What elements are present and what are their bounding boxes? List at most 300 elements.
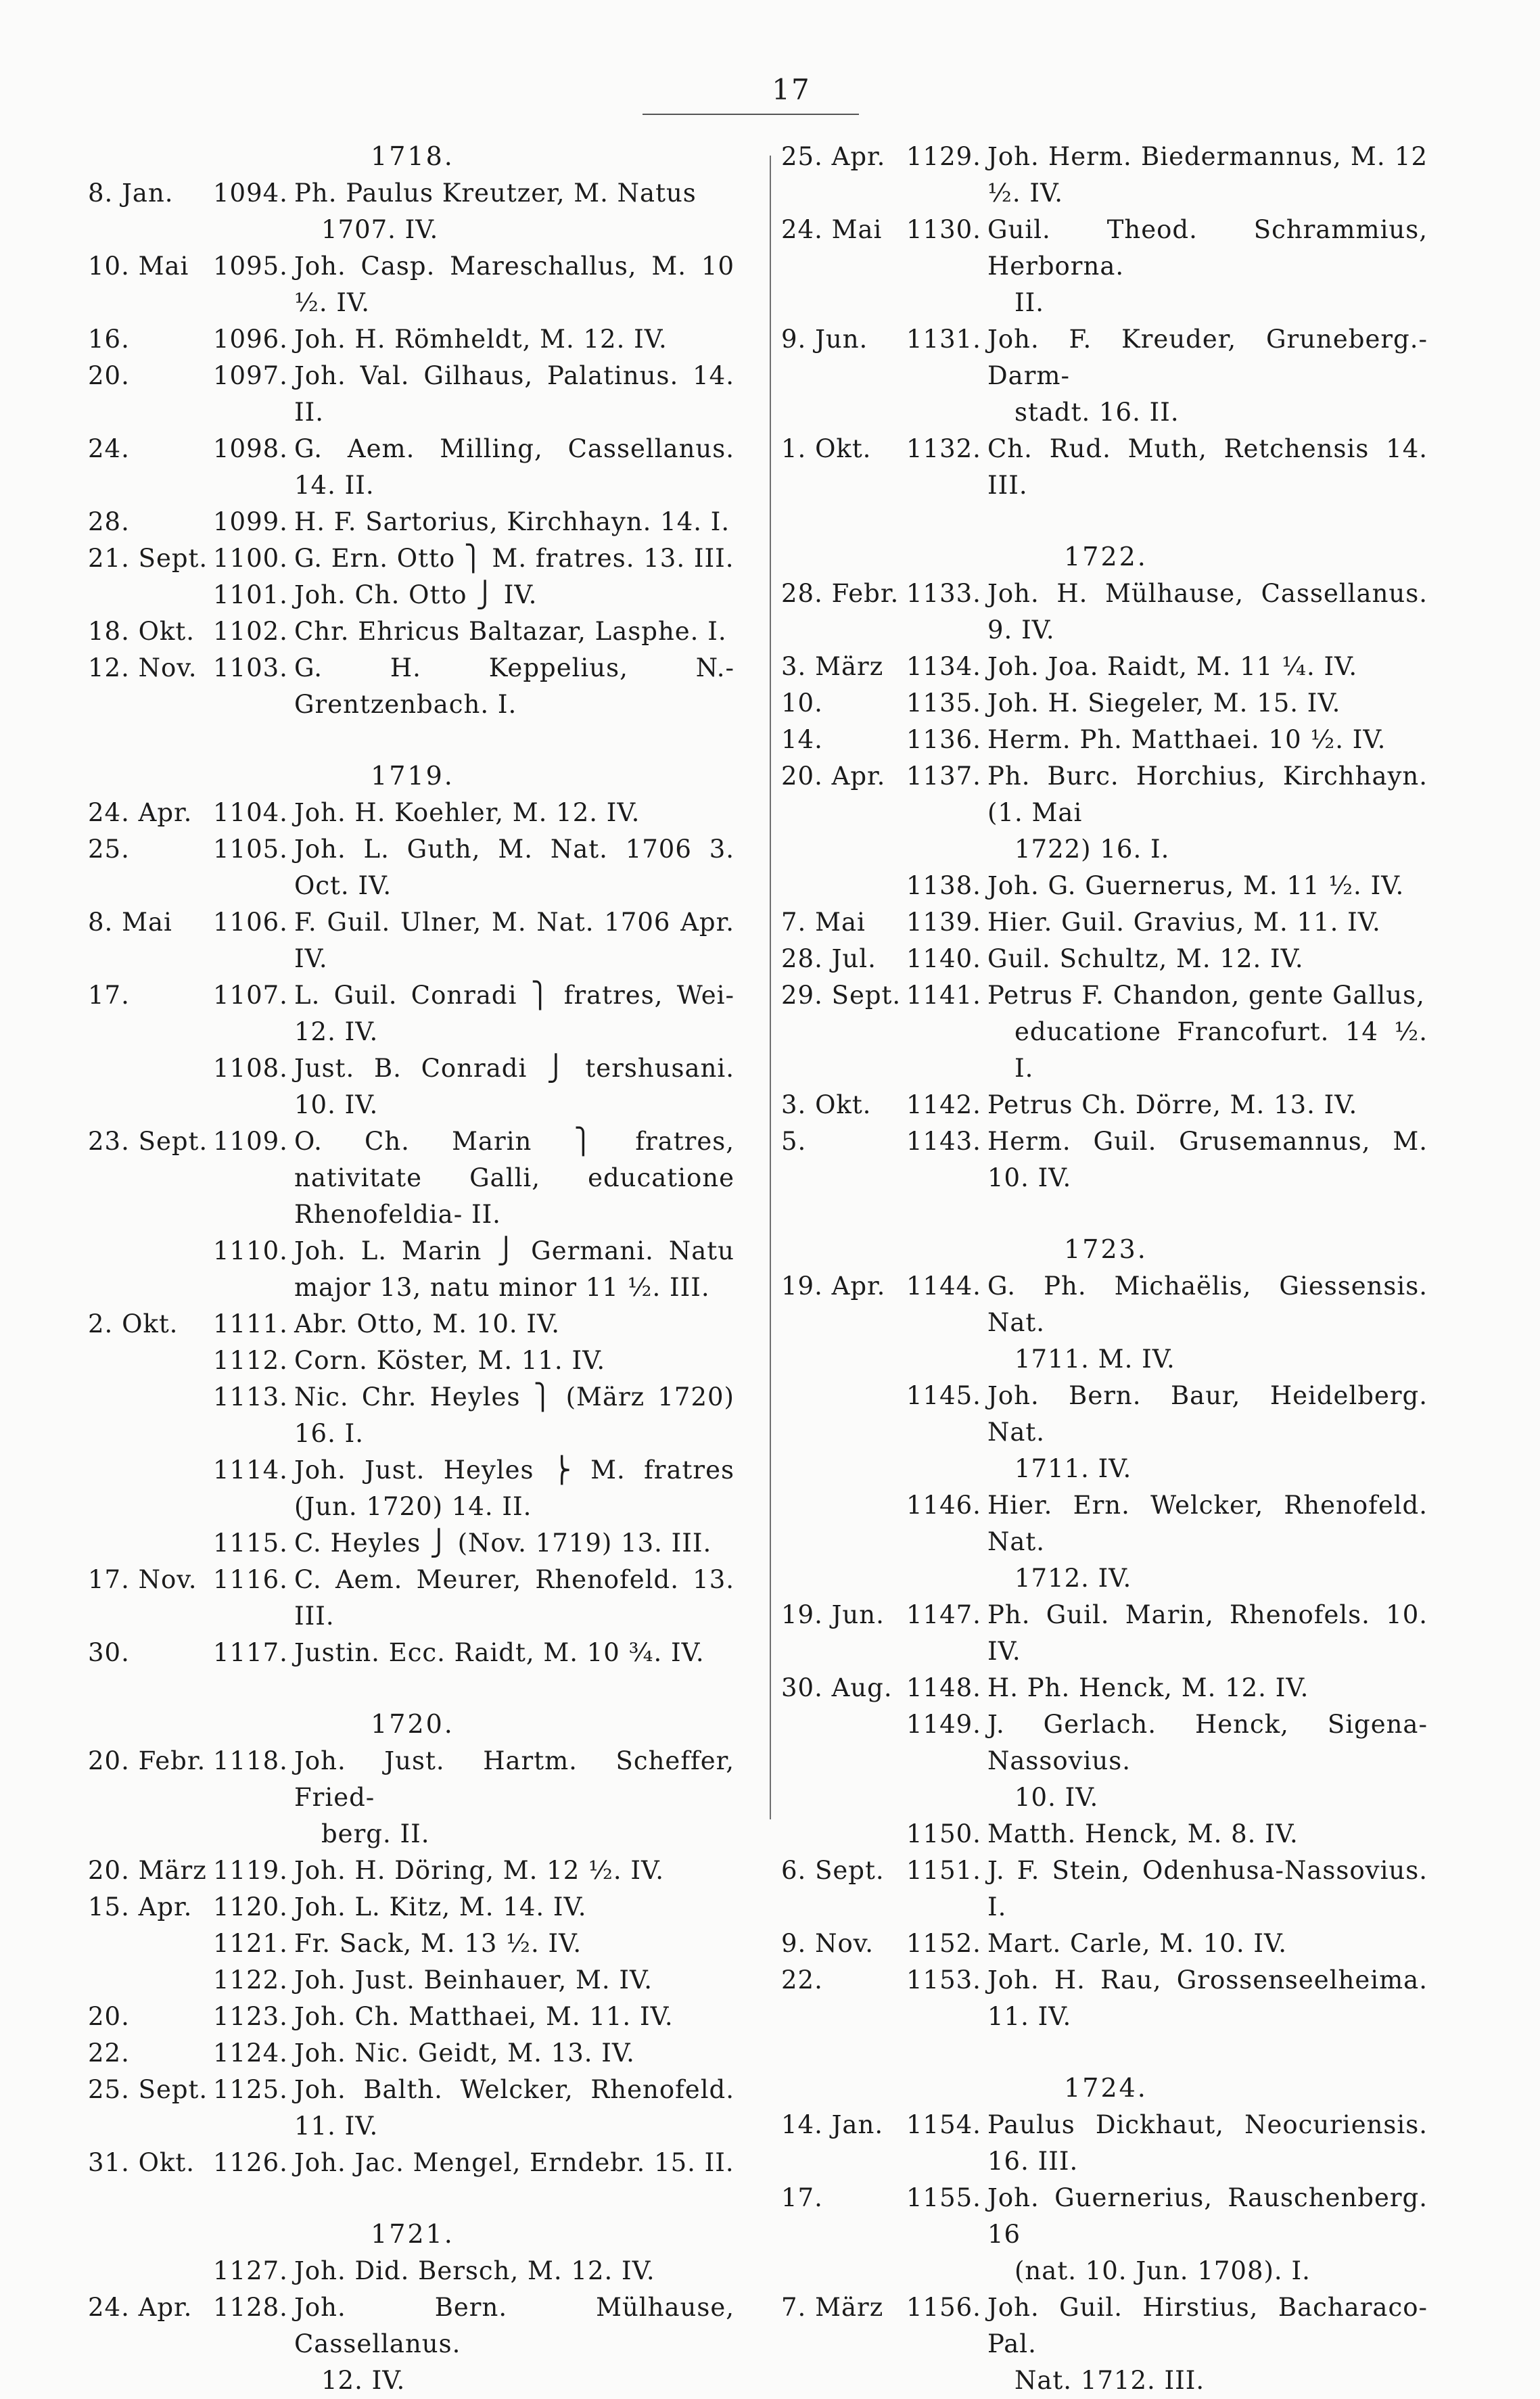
entry-date: 20.: [88, 361, 130, 390]
entry-main-line: Just. B. Conradi ⎭ tershusani. 10. IV.: [294, 1054, 734, 1119]
entry-date: 17.: [781, 2183, 823, 2212]
register-entry: [88, 2145, 737, 2181]
entry-number: 1099.: [213, 507, 288, 536]
entry-text: [294, 2289, 737, 2399]
entry-main-line: Herm. Guil. Grusemannus, M. 10. IV.: [987, 1127, 1428, 1192]
year-heading: 1723.: [1064, 1234, 1148, 1264]
entry-text: [987, 212, 1430, 321]
entry-main-line: Joh. L. Guth, M. Nat. 1706 3. Oct. IV.: [294, 835, 734, 900]
entry-text: [294, 1452, 737, 1525]
entry-number: 1130.: [906, 215, 981, 244]
entry-continuation: stadt. 16. II.: [1014, 398, 1180, 427]
entry-continuation: II.: [1014, 288, 1044, 317]
entry-number: 1148.: [906, 1673, 981, 1702]
entry-number: 1117.: [213, 1638, 288, 1667]
entry-text: [987, 1487, 1430, 1597]
entry-main-line: J. F. Stein, Odenhusa-Nassovius. I.: [987, 1856, 1428, 1921]
entry-date: 3. Okt.: [781, 1090, 872, 1119]
register-entry: [88, 1853, 737, 1889]
entry-text: [294, 831, 737, 904]
entry-date: [88, 1379, 213, 1452]
register-entry: [781, 431, 1430, 504]
entry-main-line: Joh. G. Guernerus, M. 11 ½. IV.: [987, 871, 1405, 900]
entry-text: [294, 321, 737, 358]
entry-main-line: Joh. F. Kreuder, Gruneberg.-Darm-: [987, 325, 1428, 390]
entry-main-line: Ph. Burc. Horchius, Kirchhayn. (1. Mai: [987, 762, 1428, 827]
entry-main-line: Corn. Köster, M. 11. IV.: [294, 1346, 606, 1375]
entry-date: [88, 1233, 213, 1306]
year-heading: 1722.: [1064, 542, 1148, 572]
entry-main-line: Chr. Ehricus Baltazar, Lasphe. I.: [294, 617, 727, 646]
entry-main-line: Joh. H. Rau, Grossenseelheima. 11. IV.: [987, 1965, 1428, 2031]
register-entry: [781, 1670, 1430, 1706]
entry-number: 1150.: [906, 1819, 981, 1848]
entry-number: 1096.: [213, 325, 288, 354]
entry-date: 22.: [781, 1965, 823, 1995]
register-entry: [88, 2035, 737, 2072]
entry-text: [294, 650, 737, 723]
entry-text: [294, 1999, 737, 2035]
entry-text: [294, 1525, 737, 1562]
entry-main-line: Joh. Just. Heyles ⎬ M. fratres (Jun. 1720) 14. II.: [294, 1455, 734, 1521]
entry-text: [987, 1597, 1430, 1670]
register-entry: [781, 1268, 1430, 1378]
entry-main-line: Joh. Casp. Mareschallus, M. 10 ½. IV.: [294, 252, 734, 317]
entry-number: 1137.: [906, 762, 981, 791]
register-entry: [781, 1123, 1430, 1196]
entry-continuation: 10. IV.: [1014, 1783, 1099, 1812]
entry-date: 5.: [781, 1127, 807, 1156]
entry-main-line: Fr. Sack, M. 13 ½. IV.: [294, 1929, 582, 1958]
entry-number: 1143.: [906, 1127, 981, 1156]
entry-main-line: Hier. Guil. Gravius, M. 11. IV.: [987, 908, 1381, 937]
entry-main-line: J. Gerlach. Henck, Sigena-Nassovius.: [987, 1710, 1428, 1775]
entry-continuation: 1722) 16. I.: [1014, 835, 1170, 864]
register-entry: [88, 1306, 737, 1343]
entry-main-line: Joh. L. Marin ⎭ Germani. Natu major 13, natu minor 11 ½. III.: [294, 1236, 734, 1302]
entry-number: 1127.: [213, 2256, 288, 2285]
entry-continuation: 1707. IV.: [321, 215, 439, 244]
entry-number: 1144.: [906, 1272, 981, 1301]
register-entry: [88, 1999, 737, 2035]
entry-text: [294, 977, 737, 1050]
entry-text: [294, 2072, 737, 2145]
year-heading: 1720.: [371, 1709, 454, 1739]
entry-number: 1145.: [906, 1381, 981, 1410]
entry-main-line: Guil. Theod. Schrammius, Herborna.: [987, 215, 1428, 281]
year-section: [88, 758, 737, 1671]
entry-main-line: Joh. Guernerius, Rauschenberg. 16: [987, 2183, 1428, 2249]
entry-main-line: L. Guil. Conradi ⎫ fratres, Wei- 12. IV.: [294, 981, 734, 1046]
entry-number: 1114.: [213, 1455, 288, 1485]
register-entry: [88, 1743, 737, 1853]
register-entry: [88, 1379, 737, 1452]
entry-date: 25.: [88, 835, 130, 864]
entry-text: [294, 613, 737, 650]
entry-date: 21. Sept.: [88, 544, 208, 573]
year-section: [781, 539, 1430, 1196]
entry-continuation: educatione Francofurt. 14 ½. I.: [1014, 1017, 1428, 1083]
entry-main-line: Hier. Ern. Welcker, Rhenofeld. Nat.: [987, 1491, 1428, 1556]
entry-date: 7. Mai: [781, 908, 866, 937]
entry-number: 1132.: [906, 434, 981, 463]
entry-continuation: 12. IV.: [321, 2366, 406, 2395]
entry-number: 1116.: [213, 1565, 288, 1594]
year-section: [88, 139, 737, 723]
year-heading: 1724.: [1064, 2073, 1148, 2103]
register-entry: [88, 977, 737, 1050]
entry-main-line: Joh. Herm. Biedermannus, M. 12 ½. IV.: [987, 142, 1428, 208]
register-entry: [781, 1962, 1430, 2035]
year-section: [88, 1706, 737, 2181]
entry-number: 1142.: [906, 1090, 981, 1119]
entry-number: 1126.: [213, 2148, 288, 2177]
entry-text: [294, 1562, 737, 1635]
register-entry: [781, 1706, 1430, 1816]
entry-number: 1118.: [213, 1746, 288, 1775]
register-entry: [88, 175, 737, 248]
register-entry: [781, 1853, 1430, 1926]
entry-date: 10.: [781, 689, 823, 718]
entry-text: [294, 1635, 737, 1671]
entry-text: [987, 1926, 1430, 1962]
register-entry: [781, 2107, 1430, 2180]
entry-text: [294, 1379, 737, 1452]
entry-number: 1124.: [213, 2039, 288, 2068]
entry-date: 9. Jun.: [781, 325, 868, 354]
entry-text: [294, 175, 737, 248]
entry-main-line: Guil. Schultz, M. 12. IV.: [987, 944, 1304, 973]
entry-date: [781, 1378, 906, 1487]
entry-date: 8. Mai: [88, 908, 172, 937]
entry-main-line: Joh. Jac. Mengel, Erndebr. 15. II.: [294, 2148, 734, 2177]
entry-text: [987, 868, 1430, 904]
entry-text: [294, 1343, 737, 1379]
entry-text: [987, 1123, 1430, 1196]
register-entry: [781, 1378, 1430, 1487]
entry-number: 1140.: [906, 944, 981, 973]
entry-date: [88, 1962, 213, 1999]
year-section: [781, 1232, 1430, 2035]
entry-date: 23. Sept.: [88, 1127, 208, 1156]
entry-number: 1136.: [906, 725, 981, 754]
register-entry: [88, 1452, 737, 1525]
entry-number: 1097.: [213, 361, 288, 390]
entry-main-line: G. Ph. Michaëlis, Giessensis. Nat.: [987, 1272, 1428, 1337]
entry-date: 19. Apr.: [781, 1272, 886, 1301]
register-entry: [88, 1233, 737, 1306]
register-entry: [88, 650, 737, 723]
entry-text: [987, 685, 1430, 722]
entry-continuation: 1712. IV.: [1014, 1564, 1132, 1593]
entry-number: 1107.: [213, 981, 288, 1010]
entry-date: 24. Apr.: [88, 798, 193, 827]
entry-number: 1141.: [906, 981, 981, 1010]
entry-number: 1131.: [906, 325, 981, 354]
entry-main-line: Ph. Paulus Kreutzer, M. Natus: [294, 179, 697, 208]
register-entry: [88, 1889, 737, 1926]
entry-date: 28.: [88, 507, 130, 536]
entry-number: 1122.: [213, 1965, 288, 1995]
entry-main-line: Joh. Just. Beinhauer, M. IV.: [294, 1965, 653, 1995]
entry-main-line: Joh. H. Mülhause, Cassellanus. 9. IV.: [987, 579, 1428, 645]
register-entry: [781, 1597, 1430, 1670]
entry-date: 1. Okt.: [781, 434, 872, 463]
entry-date: 28. Jul.: [781, 944, 877, 973]
entry-date: 24. Apr.: [88, 2293, 193, 2322]
register-entry: [781, 758, 1430, 868]
register-entry: [88, 1926, 737, 1962]
register-entry: [88, 2289, 737, 2399]
entry-main-line: Abr. Otto, M. 10. IV.: [294, 1309, 561, 1338]
entry-text: [987, 576, 1430, 649]
entry-number: 1119.: [213, 1856, 288, 1885]
entry-text: [294, 2145, 737, 2181]
entry-text: [987, 941, 1430, 977]
entry-number: 1100.: [213, 544, 288, 573]
entry-main-line: Herm. Ph. Matthaei. 10 ½. IV.: [987, 725, 1386, 754]
entry-text: [987, 1268, 1430, 1378]
entry-text: [294, 431, 737, 504]
entry-number: 1094.: [213, 179, 288, 208]
entry-date: 29. Sept.: [781, 981, 902, 1010]
entry-date: 8. Jan.: [88, 179, 174, 208]
entry-main-line: Joh. Bern. Baur, Heidelberg. Nat.: [987, 1381, 1428, 1447]
entry-text: [987, 722, 1430, 758]
entry-text: [987, 1087, 1430, 1123]
entry-text: [987, 2180, 1430, 2289]
entry-text: [987, 758, 1430, 868]
entry-number: 1153.: [906, 1965, 981, 1995]
entry-number: 1129.: [906, 142, 981, 171]
entry-date: 17.: [88, 981, 130, 1010]
register-entry: [88, 248, 737, 321]
register-entry: [781, 576, 1430, 649]
entry-main-line: Joh. Balth. Welcker, Rhenofeld. 11. IV.: [294, 2075, 734, 2141]
entry-text: [294, 1123, 737, 1233]
entry-number: 1101.: [213, 580, 288, 609]
entry-number: 1149.: [906, 1710, 981, 1739]
entry-continuation: 1711. IV.: [1014, 1454, 1132, 1483]
entry-number: 1125.: [213, 2075, 288, 2104]
year-heading: 1718.: [371, 141, 454, 171]
entry-text: [987, 1962, 1430, 2035]
entry-main-line: Joh. H. Koehler, M. 12. IV.: [294, 798, 640, 827]
column-divider: [770, 156, 771, 1819]
entry-number: 1134.: [906, 652, 981, 681]
entry-number: 1128.: [213, 2293, 288, 2322]
entry-main-line: Joh. Ch. Matthaei, M. 11. IV.: [294, 2002, 674, 2031]
entry-number: 1155.: [906, 2183, 981, 2212]
register-entry: [781, 2180, 1430, 2289]
entry-text: [294, 1853, 737, 1889]
register-entry: [781, 1487, 1430, 1597]
entry-text: [294, 1050, 737, 1123]
year-section: [781, 2070, 1430, 2399]
entry-number: 1121.: [213, 1929, 288, 1958]
entry-number: 1095.: [213, 252, 288, 281]
entry-text: [294, 577, 737, 613]
entry-date: 14.: [781, 725, 823, 754]
entry-number: 1154.: [906, 2110, 981, 2139]
entry-text: [294, 248, 737, 321]
entry-main-line: Joh. H. Römheldt, M. 12. IV.: [294, 325, 668, 354]
entry-text: [987, 139, 1430, 212]
entry-main-line: Petrus F. Chandon, gente Gallus,: [987, 981, 1425, 1010]
register-entry: [88, 358, 737, 431]
entry-date: 25. Sept.: [88, 2075, 208, 2104]
entry-number: 1098.: [213, 434, 288, 463]
entry-number: 1112.: [213, 1346, 288, 1375]
entry-text: [987, 1706, 1430, 1816]
entry-main-line: H. Ph. Henck, M. 12. IV.: [987, 1673, 1309, 1702]
entry-date: 24. Mai: [781, 215, 883, 244]
entry-text: [987, 2107, 1430, 2180]
entry-date: 18. Okt.: [88, 617, 195, 646]
entry-date: [88, 577, 213, 613]
entry-date: [781, 868, 906, 904]
entry-date: 16.: [88, 325, 130, 354]
entry-date: 30.: [88, 1638, 130, 1667]
register-entry: [88, 540, 737, 577]
entry-date: 3. März: [781, 652, 884, 681]
entry-number: 1133.: [906, 579, 981, 608]
register-entry: [88, 795, 737, 831]
entry-date: [88, 1343, 213, 1379]
entry-continuation: berg. II.: [321, 1819, 430, 1848]
entry-main-line: Joh. Nic. Geidt, M. 13. IV.: [294, 2039, 635, 2068]
register-entry: [88, 2253, 737, 2289]
entry-text: [987, 431, 1430, 504]
entry-text: [987, 1670, 1430, 1706]
year-heading: 1719.: [371, 761, 454, 791]
entry-main-line: Mart. Carle, M. 10. IV.: [987, 1929, 1287, 1958]
year-heading: 1721.: [371, 2219, 454, 2249]
entry-number: 1138.: [906, 871, 981, 900]
entry-number: 1111.: [213, 1309, 288, 1338]
entry-text: [294, 1926, 737, 1962]
right-column: [781, 139, 1430, 2399]
entry-main-line: Joh. Did. Bersch, M. 12. IV.: [294, 2256, 655, 2285]
entry-text: [294, 540, 737, 577]
entry-number: 1146.: [906, 1491, 981, 1520]
register-entry: [88, 613, 737, 650]
entry-main-line: C. Heyles ⎭ (Nov. 1719) 13. III.: [294, 1529, 712, 1558]
entry-number: 1139.: [906, 908, 981, 937]
entry-main-line: Ch. Rud. Muth, Retchensis 14. III.: [987, 434, 1428, 500]
entry-number: 1110.: [213, 1236, 288, 1265]
entry-date: [781, 1706, 906, 1816]
entry-text: [987, 904, 1430, 941]
entry-main-line: Joh. Val. Gilhaus, Palatinus. 14. II.: [294, 361, 734, 427]
register-entry: [88, 2072, 737, 2145]
entry-main-line: Joh. Joa. Raidt, M. 11 ¼. IV.: [987, 652, 1358, 681]
entry-text: [294, 1962, 737, 1999]
entry-date: 28. Febr.: [781, 579, 900, 608]
entry-text: [294, 2253, 737, 2289]
entry-main-line: Joh. Bern. Mülhause, Cassellanus.: [294, 2293, 734, 2358]
entry-main-line: Joh. L. Kitz, M. 14. IV.: [294, 1892, 587, 1921]
entry-main-line: Petrus Ch. Dörre, M. 13. IV.: [987, 1090, 1358, 1119]
register-entry: [781, 649, 1430, 685]
entry-main-line: O. Ch. Marin ⎫ fratres, nativitate Galli, educatione Rhenofeldia- II.: [294, 1127, 734, 1229]
entry-date: 20. März: [88, 1856, 207, 1885]
entry-date: [88, 1525, 213, 1562]
entry-date: [88, 1050, 213, 1123]
register-entry: [781, 685, 1430, 722]
entry-number: 1108.: [213, 1054, 288, 1083]
entry-main-line: Joh. Ch. Otto ⎭ IV.: [294, 580, 538, 609]
register-entry: [88, 1343, 737, 1379]
entry-date: 6. Sept.: [781, 1856, 885, 1885]
register-entry: [88, 1123, 737, 1233]
register-entry: [781, 977, 1430, 1087]
entry-date: 19. Jun.: [781, 1600, 885, 1629]
page-number: 17: [772, 73, 811, 106]
entry-number: 1123.: [213, 2002, 288, 2031]
entry-text: [987, 977, 1430, 1087]
entry-text: [294, 1306, 737, 1343]
year-section: [781, 139, 1430, 504]
entry-number: 1156.: [906, 2293, 981, 2322]
entry-date: 30. Aug.: [781, 1673, 893, 1702]
entry-main-line: Joh. H. Döring, M. 12 ½. IV.: [294, 1856, 665, 1885]
register-entry: [88, 321, 737, 358]
register-entry: [781, 139, 1430, 212]
entry-continuation: Nat. 1712. III.: [1014, 2366, 1205, 2395]
entry-date: 25. Apr.: [781, 142, 886, 171]
entry-date: 22.: [88, 2039, 130, 2068]
entry-date: 10. Mai: [88, 252, 189, 281]
header-rule: [643, 114, 859, 115]
entry-date: [781, 1487, 906, 1597]
entry-text: [987, 1378, 1430, 1487]
entry-main-line: H. F. Sartorius, Kirchhayn. 14. I.: [294, 507, 730, 536]
entry-number: 1152.: [906, 1929, 981, 1958]
entry-text: [294, 1233, 737, 1306]
entry-text: [987, 1816, 1430, 1853]
register-entry: [88, 431, 737, 504]
register-entry: [88, 577, 737, 613]
entry-date: [88, 1452, 213, 1525]
entry-text: [987, 2289, 1430, 2399]
entry-number: 1104.: [213, 798, 288, 827]
entry-main-line: Paulus Dickhaut, Neocuriensis. 16. III.: [987, 2110, 1428, 2176]
entry-main-line: F. Guil. Ulner, M. Nat. 1706 Apr. IV.: [294, 908, 734, 973]
register-entry: [88, 1562, 737, 1635]
entry-text: [294, 1743, 737, 1853]
entry-number: 1103.: [213, 653, 288, 682]
entry-main-line: G. Ern. Otto ⎫ M. fratres. 13. III.: [294, 544, 734, 573]
entry-number: 1115.: [213, 1529, 288, 1558]
entry-date: 24.: [88, 434, 130, 463]
entry-main-line: Justin. Ecc. Raidt, M. 10 ¾. IV.: [294, 1638, 705, 1667]
entry-date: 20.: [88, 2002, 130, 2031]
register-entry: [88, 831, 737, 904]
entry-number: 1105.: [213, 835, 288, 864]
entry-main-line: Nic. Chr. Heyles ⎫ (März 1720) 16. I.: [294, 1382, 734, 1448]
entry-date: 15. Apr.: [88, 1892, 193, 1921]
register-entry: [781, 904, 1430, 941]
entry-main-line: Joh. Just. Hartm. Scheffer, Fried-: [294, 1746, 734, 1812]
entry-number: 1109.: [213, 1127, 288, 1156]
entry-date: 2. Okt.: [88, 1309, 179, 1338]
entry-text: [294, 2035, 737, 2072]
entry-number: 1120.: [213, 1892, 288, 1921]
register-entry: [88, 1962, 737, 1999]
entry-main-line: C. Aem. Meurer, Rhenofeld. 13. III.: [294, 1565, 734, 1631]
register-entry: [781, 321, 1430, 431]
